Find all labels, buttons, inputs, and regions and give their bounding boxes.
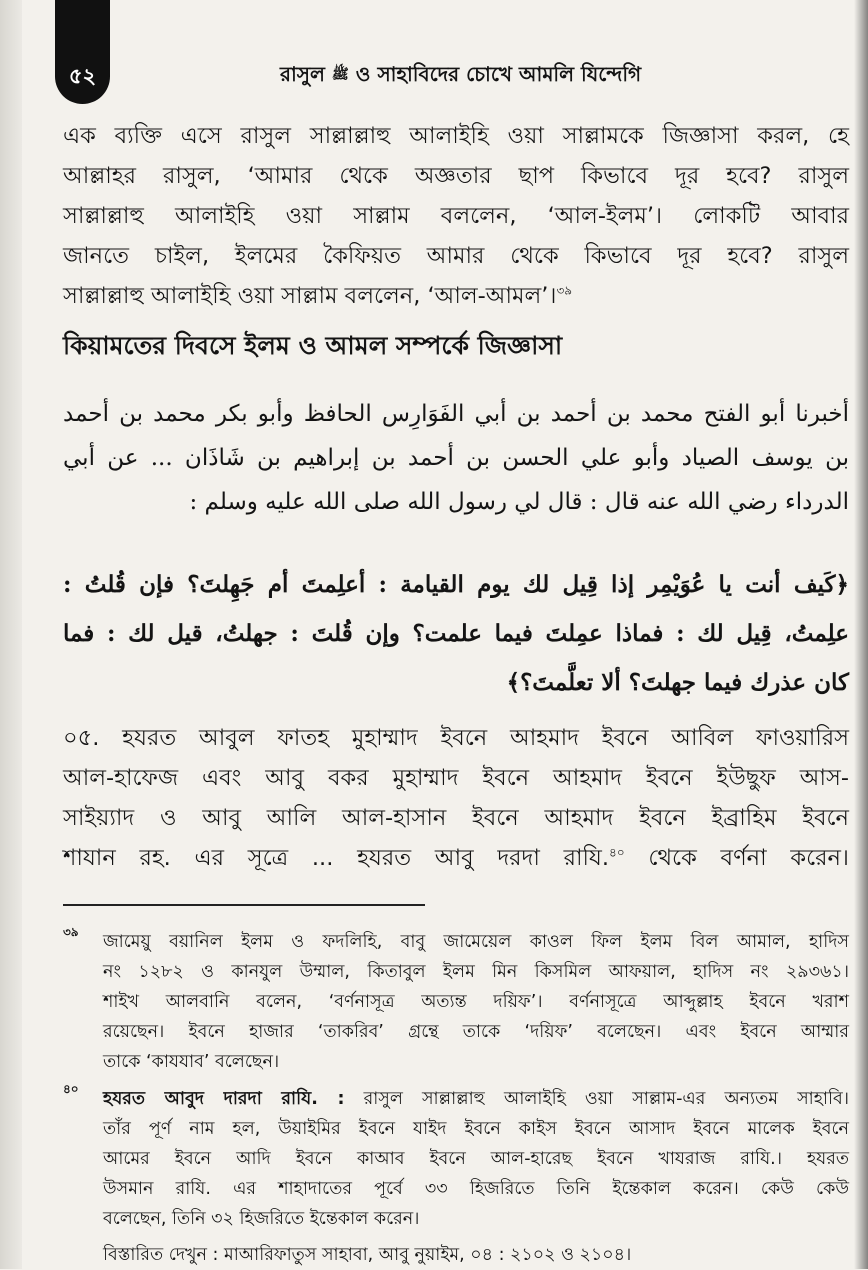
book-spine-shadow [0,0,22,1269]
text-line: সাল্লাল্লাহু আলাইহি ওয়া সাল্লাম বললেন, ‘আল-ইলম’। লোকটি আবার [63,203,849,229]
footnote-line: শাইখ আলবানি বলেন, ‘বর্ণনাসূত্র অত্যন্ত দয়িফ’। বর্ণনাসূত্রে আব্দুল্লাহ ইবনে খরাশ [103,992,849,1012]
arabic-hadith [63,560,849,707]
text-line: আল-হাফেজ এবং আবু বকর মুহাম্মাদ ইবনে আহমাদ ইবনে ইউছুফ আস- [63,765,849,791]
text-line [63,838,849,878]
text-line: ০৫. হযরত আবুল ফাতহ মুহাম্মাদ ইবনে আহমাদ ইবনে আবিল ফাওয়ারিস [63,725,849,751]
footnote-ref: ৩৯ [556,283,573,298]
text-line: আল্লাহর রাসুল, ‘আমার থেকে অজ্ঞতার ছাপ কিভাবে দূর হবে? রাসুল [63,163,849,189]
footnote-line: বলেছেন, তিনি ৩২ হিজরিতে ইন্তেকাল করেন। [103,1209,420,1229]
footnote-line [103,1084,849,1114]
salawat-glyph: ﷺ [331,66,349,83]
page-number: ৫২ [68,64,97,88]
section-heading: কিয়ামতের দিবসে ইলম ও আমল সম্পর্কে জিজ্ঞাসা [63,331,563,360]
footnote-line: নং ১২৮২ ও কানযুল উম্মাল, কিতাবুল ইলম মিন কিসমিল আফয়াল, হাদিস নং ২৯৩৬১। [103,962,849,982]
intro-paragraph [63,116,849,316]
footnote-bold-lead: হযরত আবুদ দারদা রাযি. : [103,1089,345,1109]
page-edge-shadow [854,0,868,1269]
running-head-before: রাসুল [280,62,325,86]
text-line: জানতে চাইল, ইলমের কৈফিয়ত আমার থেকে কিভাবে দূর হবে? রাসুল [63,243,849,269]
text-line-tail: থেকে বর্ণনা করেন। [648,845,849,871]
footnote-line: আমের ইবনে আদি ইবনে কাআব ইবনে আল-হারেছ ইবনে খাযরাজ রাযি.। হযরত [103,1149,849,1169]
footnote-line-content: রাসুল সাল্লাল্লাহু আলাইহি ওয়া সাল্লাম-এর অন্যতম সাহাবি। [363,1089,849,1109]
arabic-line: ﴿كَيف أنت يا عُوَيْمِر إذا قِيل لك يوم القيامة : أعلِمتَ أم جَهِلتَ؟ فإن قُلتُ : [63,571,849,598]
running-head-after: ও সাহাবিদের চোখে আমলি যিন্দেগি [355,62,642,86]
footnote-ref: ৪০ [609,845,625,860]
text-line: এক ব্যক্তি এসে রাসুল সাল্লাল্লাহু আলাইহি ওয়া সাল্লামকে জিজ্ঞাসা করল, হে [63,123,849,149]
arabic-line: أخبرنا أبو الفتح محمد بن أحمد بن أبي الفَوَارِس الحافظ وأبو بكر محمد بن أحمد [63,401,849,427]
text-line: সাইয়্যাদ ও আবু আলি আল-হাসান ইবনে আহমাদ ইবনে ইব্রাহিম ইবনে [63,805,849,831]
arabic-line: بن يوسف الصياد وأبو علي الحسن بن أحمد بن إبراهيم بن شَاذَان ... عن أبي [63,445,849,471]
footnote-line: তাঁর পূর্ণ নাম হল, উয়াইমির ইবনে যাইদ ইবনে কাইস ইবনে আসাদ ইবনে মালেক ইবনে [103,1119,849,1139]
arabic-chain [63,392,849,524]
translation-paragraph [63,718,849,878]
footnote-detail: বিস্তারিত দেখুন : মাআরিফাতুস সাহাবা, আবু নুয়াইম, ০৪ : ২১০২ ও ২১০৪। [103,1245,632,1265]
footnote-mark: ৪০ [63,1082,79,1096]
footnote-line: জামেয়ু বয়ানিল ইলম ও ফদলিহি, বাবু জামেয়েল কাওল ফিল ইলম বিল আমাল, হাদিস [103,932,849,952]
arabic-line: الدرداء رضي الله عنه قال : قال لي رسول الله صلى الله عليه وسلم : [189,489,849,515]
text-line-content: শাযান রহ. এর সূত্রে ... হযরত আবু দরদা রাযি. [63,845,610,871]
footnote-separator [63,904,425,906]
footnote-mark: ৩৯ [63,925,79,939]
text-line [63,276,849,316]
footnote-line: তাকে ‘কাযযাব’ বলেছেন। [103,1052,280,1072]
arabic-line: علِمتُ، قِيل لك : فماذا عمِلتَ فيما علمت؟ وإن قُلتَ : جهلتُ، قيل لك : فما [63,620,849,647]
arabic-line: كان عذرك فيما جهلتَ؟ ألا تعلَّمتَ؟﴾ [506,669,849,696]
running-head [280,60,680,93]
text-line-content: সাল্লাল্লাহু আলাইহি ওয়া সাল্লাম বললেন, ‘আল-আমল’। [63,283,557,309]
footnote-line: উসমান রাযি. এর শাহাদাতের পূর্বে ৩৩ হিজরিতে তিনি ইন্তেকাল করেন। কেউ কেউ [103,1179,849,1199]
footnote-line: রয়েছেন। ইবনে হাজার ‘তাকরিব’ গ্রন্থে তাকে ‘দয়িফ’ বলেছেন। এবং ইবনে আম্মার [103,1022,849,1042]
